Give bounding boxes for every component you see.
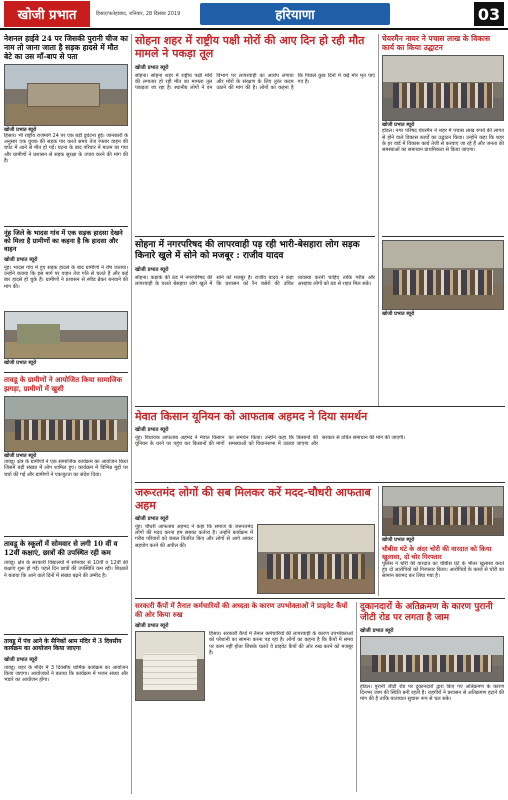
column-divider <box>378 486 379 596</box>
article-body: सोहना। कड़ाके की ठंड में नगरपरिषद की लापरवाही के चलते बेसहारा लोग खुले में सोने को मजबूर हैं। राजीव यादव ने कहा कि प्रशासन को रैन बसेरों की उचित व्यवस्था करनी चाहिए ताकि गरीब और असहाय लोगों को ठंड से राहत मिल सके। <box>135 275 375 288</box>
photo-caption: खोजी प्रभात ब्यूरो <box>382 122 415 129</box>
headline: सोहना में नगरपरिषद की लापरवाही पड़ रही भारी-बेसहारा लोग सड़क किनारे खुले में सोने को मजबूर : राजीव यादव <box>135 240 360 261</box>
story-mid-4 <box>135 410 505 475</box>
headline: सरकारी कैंपों में तैनात कर्मचारियों की अध्दता के कारण उपभोक्ताओं ने प्राइवेट कैंपों की ओर किया रुख <box>135 601 348 619</box>
photo-caption: खोजी प्रभात ब्यूरो <box>4 127 37 133</box>
article-body: हिसार। भी राष्ट्रीय राजमार्ग 24 पर एक बड़ी दुर्घटना हुई। जानकारी के अनुसार एक युवक की सड़क पार करते समय तेज रफ्तार वाहन की चपेट में आने से मौत हो गई। घटना के बाद परिवार में मातम छा गया और ग्रामीणों ने प्रशासन से सड़क सुरक्षा के उपाय करने की मांग की है। <box>4 133 128 164</box>
story-photo <box>360 636 504 682</box>
headline: सोहना शहर में राष्ट्रीय पक्षी मोरों की आए दिन हो रही मौत मामले ने पकड़ा तूल <box>135 34 365 60</box>
story-photo <box>4 311 128 359</box>
story-photo <box>4 64 128 126</box>
photo-caption: खोजी प्रभात ब्यूरो <box>4 360 37 366</box>
article-body: तावडू। क्षेत्र के सरकारी विद्यालयों में सोमवार से 10वीं व 12वीं की कक्षाएं शुरू हो गईं। पहले दिन छात्रों की उपस्थिति कम रही। शिक्षकों ने बताया कि आने वाले दिनों में संख्या बढ़ने की उम्मीद है। <box>4 560 128 579</box>
byline: खोजी प्रभात ब्यूरो <box>135 267 169 273</box>
photo-caption: खोजी प्रभात ब्यूरो <box>382 311 415 317</box>
article-body: होडल। पुरानी जीटी रोड पर दुकानदारों द्वारा किए गए अतिक्रमण के कारण दिनभर जाम की स्थिति बनी रहती है। राहगीरों ने प्रशासन से अतिक्रमण हटाने की मांग की है ताकि यातायात सुचारू रूप से चल सके। <box>360 684 504 703</box>
story-left-4 <box>4 540 128 614</box>
story-photo <box>4 396 128 452</box>
photo-caption: खोजी प्रभात ब्यूरो <box>382 537 415 543</box>
byline: खोजी प्रभात ब्यूरो <box>135 65 169 71</box>
story-left-2 <box>4 229 128 366</box>
headline: दुकानदारों के अतिक्रमण के कारण पुरानी जीटी रोड पर लगता है जाम <box>360 602 493 623</box>
byline: खोजी प्रभात ब्यूरो <box>135 623 169 630</box>
divider <box>135 598 505 599</box>
story-right-2 <box>382 486 504 581</box>
story-photo <box>382 240 504 310</box>
divider <box>135 236 375 237</box>
story-right-1 <box>382 34 504 226</box>
column-divider <box>356 602 357 792</box>
article-body: हिसार। सरकारी कैंपों में तैनात कर्मचारियों की लापरवाही के कारण उपभोक्ताओं को परेशानी का सामना करना पड़ रहा है। लोगों का कहना है कि कैंपों में समय पर काम नहीं होता जिसके चलते वे प्राइवेट कैंपों की ओर रुख करने को मजबूर हैं। <box>209 631 353 656</box>
page-number: 03 <box>474 2 504 26</box>
story-center-4 <box>135 486 375 594</box>
article-body: नूंह। विधायक आफताब अहमद ने मेवात किसान यूनियन के धरने पर पहुंच कर किसानों की मांगों का समर्थन किया। उन्होंने कहा कि किसानों की समस्याओं को विधानसभा में उठाया जाएगा और सरकार से उचित समाधान की मांग की जाएगी। <box>135 435 406 448</box>
byline: खोजी प्रभात ब्यूरो <box>360 628 394 634</box>
article-body: तावडू। क्षेत्र के ग्रामीणों ने एक सामाजिक कार्यक्रम का आयोजन किया जिसमें बड़ी संख्या में लोग शामिल हुए। कार्यक्रम में विभिन्न मुद्दों पर चर्चा की गई और ग्रामीणों ने एकजुटता का संदेश दिया। <box>4 459 128 478</box>
story-center-3 <box>382 240 504 317</box>
story-center-2 <box>135 240 375 405</box>
story-left-5 <box>4 638 128 783</box>
divider <box>135 406 505 407</box>
divider <box>4 226 128 227</box>
story-photo <box>135 631 205 701</box>
section-title: हरियाणा <box>200 3 390 25</box>
article-body: नूंह। भादस गांव में हुए सड़क हादसे के बाद ग्रामीणों ने रोष जताया। उन्होंने बताया कि इस मार्ग पर वाहन तेज गति से चलते हैं और कई बार हादसे हो चुके हैं। ग्रामीणों ने प्रशासन से स्पीड ब्रेकर बनवाने की मांग की। <box>4 265 128 290</box>
byline: खोजी प्रभात ब्यूरो <box>135 427 169 433</box>
column-divider <box>131 34 132 794</box>
story-center-1 <box>135 34 375 229</box>
divider <box>4 634 128 635</box>
story-left-1 <box>4 34 128 195</box>
story-photo <box>257 524 375 594</box>
headline: मेवात किसान यूनियन को आफताब अहमद ने दिया समर्थन <box>135 410 368 423</box>
story-left-3 <box>4 376 128 511</box>
headline: नूंह जिले के भादस गांव में एक सड़क हादसा देखने को मिला है ग्रामीणों का कहना है कि हादसा और वाहन <box>4 229 123 253</box>
edition-info: हिसार/फतेहाबाद, शनिवार, 28 दिसंबर 2019 <box>96 10 181 17</box>
article-body: पुलिस ने चोरी की वारदात का चौबीस घंटे के भीतर खुलासा करते हुए दो आरोपियों को गिरफ्तार किया। आरोपियों के कब्जे से चोरी का सामान बरामद कर लिया गया है। <box>382 561 504 580</box>
byline: खोजी प्रभात ब्यूरो <box>4 257 38 263</box>
story-bottom-2 <box>360 602 504 780</box>
story-bottom-1 <box>135 602 353 795</box>
headline: जरूरतमंद लोगों की सब मिलकर करें मदद-चौधरी आफताब अहम <box>135 486 371 512</box>
article-body: तावडू। शहर के मंदिर में 3 दिवसीय धार्मिक कार्यक्रम का आयोजन किया जाएगा। आयोजकों ने बताया कि कार्यक्रम में भजन संध्या और भंडारे का आयोजन होगा। <box>4 664 128 684</box>
article-body: सोहना। सोहना शहर में राष्ट्रीय पक्षी मोरों की लगातार हो रही मौत का मामला तूल पकड़ता जा रहा है। स्थानीय लोगों ने वन विभाग पर लापरवाही का आरोप लगाया और मोरों के संरक्षण के लिए तुरंत कदम उठाने की मांग की है। लोगों का कहना है कि पिछले कुछ दिनों में कई मोर मृत पाए गए हैं। <box>135 73 375 92</box>
divider <box>4 536 128 537</box>
byline: खोजी प्रभात ब्यूरो <box>135 516 169 522</box>
headline: तावडू के स्कूलों में सोमवार से लगी 10 वीं व 12वीं कक्षाएं, छात्रों की उपस्थित रही कम <box>4 539 118 557</box>
headline: तावडू के ग्रामीणों ने आयोजित किया सामाजिक झगड़ा, ग्रामीणों में खुशी <box>4 375 122 393</box>
headline: तावडू में पंच आने के सैनिकों श्राम मंदिर में 3 दिवसीय कार्यक्रम का आयोजन किया जाएगा <box>4 638 122 653</box>
headline: नेशनल हाईवे 24 पर जिसकी पुरानी चीज का नाम तो जाना जाता है सड़क हादसे में मौत बेटे का उस माँ-बाप से पता <box>4 34 128 61</box>
masthead <box>0 0 508 30</box>
headline: चेयरमैन नायर ने पचास लाख के विकास कार्य का किया उद्घाटन <box>382 34 491 53</box>
newspaper-logo: खोजी प्रभात <box>4 1 90 27</box>
story-photo <box>382 486 504 536</box>
article-body: नूंह। चौधरी आफताब अहमद ने कहा कि समाज के जरूरतमंद लोगों की मदद करना हम सबका कर्तव्य है। उन्होंने कार्यक्रम में गरीब परिवारों को कंबल वितरित किए और लोगों से आगे आकर सहयोग करने की अपील की। <box>135 524 253 549</box>
story-photo <box>382 55 504 121</box>
divider <box>135 482 505 483</box>
photo-caption: खोजी प्रभात ब्यूरो <box>4 453 37 460</box>
headline: चौबीस घंटे के अंदर चोरी की वारदात को किया खुलासा, दो चोर गिरफ्तार <box>382 545 492 561</box>
divider <box>4 372 128 373</box>
byline: खोजी प्रभात ब्यूरो <box>4 656 38 663</box>
column-divider <box>378 34 379 406</box>
article-body: होडल। नगर परिषद चेयरमैन ने शहर में पचास लाख रुपये की लागत से होने वाले विकास कार्यों का उद्घाटन किया। उन्होंने कहा कि शहर के हर वार्ड में विकास कार्य तेजी से करवाए जा रहे हैं और जनता की समस्याओं का समाधान प्राथमिकता से किया जाएगा। <box>382 128 504 154</box>
divider <box>382 236 504 237</box>
